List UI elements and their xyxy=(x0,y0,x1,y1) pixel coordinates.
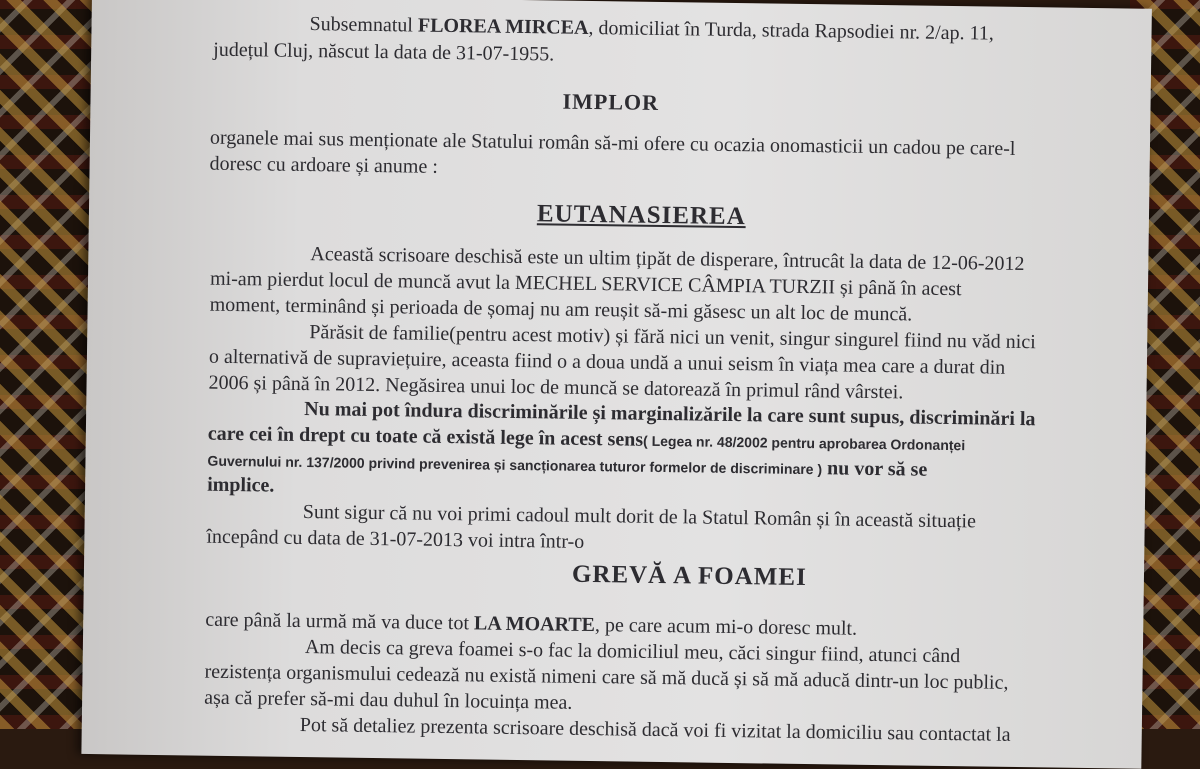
p7-line-1: Am decis ca greva foamei s-o fac la domiciliul meu, căci singur fiind, atunci când xyxy=(304,636,961,668)
author-name: FLOREA MIRCEA xyxy=(417,14,589,39)
intro-address: , domiciliat în Turda, strada Rapsodiei nr. 2/ap. 11, xyxy=(588,16,994,45)
p3-line-1: Părăsit de familie(pentru acest motiv) și fără nici un venit, singur singurel fiind nu văd nici xyxy=(309,321,1036,354)
p6-text-c: , pe care acum mi-o doresc mult. xyxy=(594,614,858,640)
p2-line-3: moment, terminând și perioada de șomaj nu am reușit să-mi găsesc un alt loc de muncă. xyxy=(209,293,913,326)
law-citation-2: Guvernului nr. 137/2000 privind prevenirea și sancționarea tuturor formelor de discriminare ) xyxy=(207,452,823,478)
p6-line-1 xyxy=(205,608,857,641)
p2-line-2: mi-am pierdut locul de muncă avut la MECHEL SERVICE CÂMPIA TURZII și până în acest xyxy=(209,267,962,301)
p5-line-1: Sunt sigur că nu voi primi cadoul mult dorit de la Statul Român și în această situație xyxy=(302,500,977,533)
heading-greva-a-foamei: GREVĂ A FOAMEI xyxy=(571,560,807,592)
letter-page xyxy=(81,0,1152,769)
intro-line-2: județul Cluj, născut la data de 31-07-1955. xyxy=(213,38,555,66)
p4-line-1: Nu mai pot îndura discriminările și marginalizările la care sunt supus, discriminări la xyxy=(304,398,1036,431)
p4-line-2-bold: care cei în drept cu toate că există lege în acest sens xyxy=(207,422,644,451)
p2-line-1: Această scrisoare deschisă este un ultim țipăt de disperare, întrucât la data de 12-06-2012 xyxy=(310,243,1025,276)
intro-text: Subsemnatul xyxy=(309,13,419,37)
p7-line-2: rezistența organismului cedează nu există nimeni care să mă ducă și să mă aducă dintr-un loc public, xyxy=(204,660,1009,694)
heading-implor: IMPLOR xyxy=(562,88,660,115)
p4-line-4: implice. xyxy=(207,473,275,497)
p3-line-3: 2006 și până în 2012. Negăsirea unui loc de muncă se datorează în primul rând vârstei. xyxy=(208,371,904,404)
p3-line-2: o alternativă de supraviețuire, aceasta fiind o a doua undă a unui seism în viața mea care a durat din xyxy=(208,345,1006,379)
p8-line-1: Pot să detaliez prezenta scrisoare deschisă dacă voi fi vizitat la domiciliu sau contactat la xyxy=(299,713,1011,746)
p1-line-1: organele mai sus menționate ale Statului român să-mi ofere cu ocazia onomasticii un cadou pe care-l xyxy=(209,126,1016,160)
p6-text-a: care până la urmă mă va duce tot xyxy=(205,608,475,635)
p4-line-3-bold: nu vor să se xyxy=(821,457,928,481)
p7-line-3: așa că prefer să-mi dau duhul în locuința mea. xyxy=(204,686,573,714)
p5-line-2: începând cu data de 31-07-2013 voi intra într-o xyxy=(206,525,585,553)
p1-line-2: doresc cu ardoare și anume : xyxy=(209,152,439,178)
heading-eutanasierea: EUTANASIEREA xyxy=(536,200,746,231)
la-moarte: LA MOARTE xyxy=(473,612,596,637)
law-citation-1: ( Legea nr. 48/2002 pentru aprobarea Ordonanței xyxy=(642,432,966,454)
